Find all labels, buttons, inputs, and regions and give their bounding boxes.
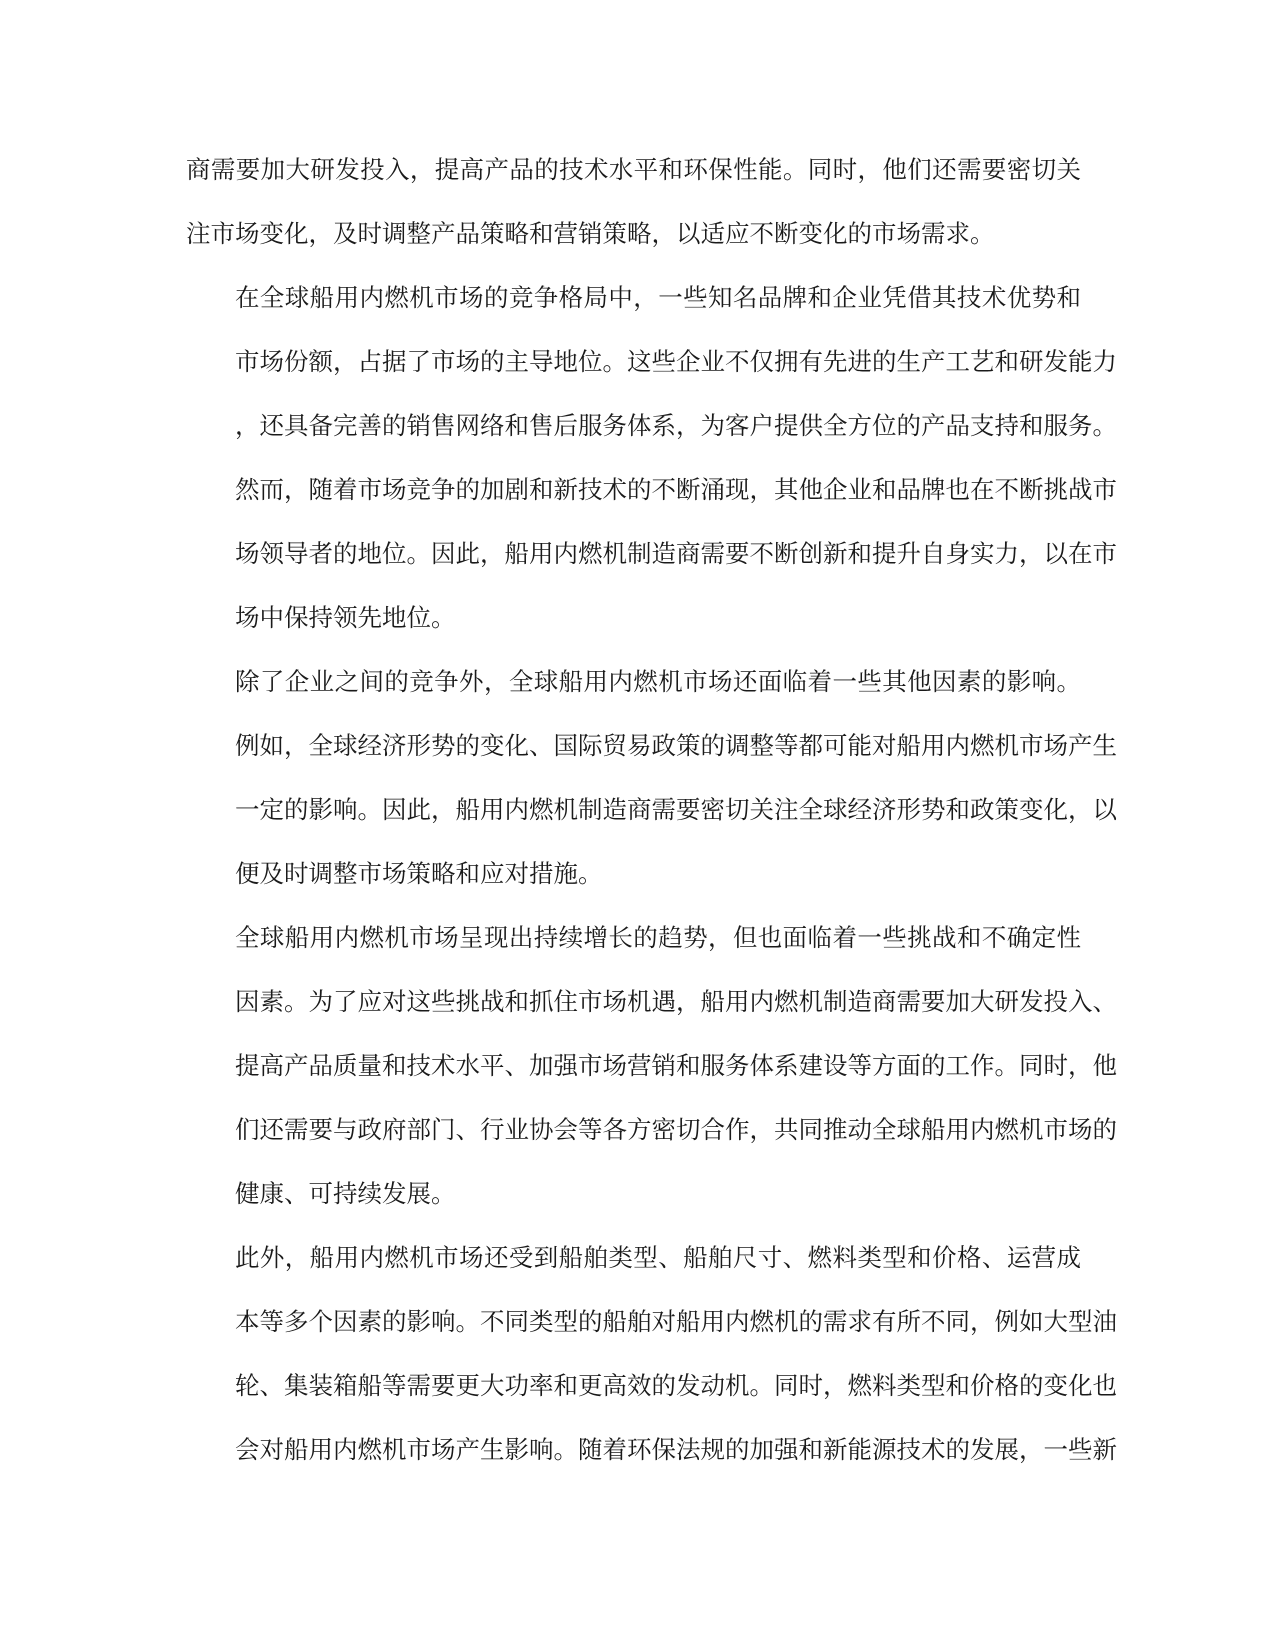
text-line: 一定的影响。因此，船用内燃机制造商需要密切关注全球经济形势和政策变化，以 <box>235 795 1117 824</box>
text-line: 市场份额，占据了市场的主导地位。这些企业不仅拥有先进的生产工艺和研发能力 <box>235 347 1117 376</box>
text-line: 会对船用内燃机市场产生影响。随着环保法规的加强和新能源技术的发展，一些新 <box>235 1435 1117 1464</box>
paragraph <box>186 138 1081 266</box>
text-line: 因素。为了应对这些挑战和抓住市场机遇，船用内燃机制造商需要加大研发投入、 <box>235 987 1117 1016</box>
text-line: 全球船用内燃机市场呈现出持续增长的趋势，但也面临着一些挑战和不确定性 <box>235 923 1081 952</box>
text-line: 然而，随着市场竞争的加剧和新技术的不断涌现，其他企业和品牌也在不断挑战市 <box>235 475 1117 504</box>
text-line: 便及时调整市场策略和应对措施。 <box>235 859 603 888</box>
text-line: 本等多个因素的影响。不同类型的船舶对船用内燃机的需求有所不同，例如大型油 <box>235 1307 1117 1336</box>
text-line: 们还需要与政府部门、行业协会等各方密切合作，共同推动全球船用内燃机市场的 <box>235 1115 1117 1144</box>
body-text <box>186 138 1117 1482</box>
text-line: 例如，全球经济形势的变化、国际贸易政策的调整等都可能对船用内燃机市场产生 <box>235 731 1117 760</box>
paragraph <box>186 650 1117 906</box>
text-line: 提高产品质量和技术水平、加强市场营销和服务体系建设等方面的工作。同时，他 <box>235 1051 1117 1080</box>
text-line: 场中保持领先地位。 <box>235 603 456 632</box>
paragraph <box>186 266 1117 650</box>
text-line: 健康、可持续发展。 <box>235 1179 456 1208</box>
text-line: 场领导者的地位。因此，船用内燃机制造商需要不断创新和提升自身实力，以在市 <box>235 539 1117 568</box>
text-line: 除了企业之间的竞争外，全球船用内燃机市场还面临着一些其他因素的影响。 <box>235 667 1081 696</box>
text-line: 商需要加大研发投入，提高产品的技术水平和环保性能。同时，他们还需要密切关 <box>186 155 1081 184</box>
paragraph <box>186 906 1117 1226</box>
text-line: 在全球船用内燃机市场的竞争格局中，一些知名品牌和企业凭借其技术优势和 <box>235 283 1081 312</box>
text-line: ，还具备完善的销售网络和售后服务体系，为客户提供全方位的产品支持和服务。 <box>235 411 1117 440</box>
text-line: 注市场变化，及时调整产品策略和营销策略，以适应不断变化的市场需求。 <box>186 219 995 248</box>
paragraph <box>186 1226 1117 1482</box>
text-line: 轮、集装箱船等需要更大功率和更高效的发动机。同时，燃料类型和价格的变化也 <box>235 1371 1117 1400</box>
text-line: 此外，船用内燃机市场还受到船舶类型、船舶尺寸、燃料类型和价格、运营成 <box>235 1243 1081 1272</box>
